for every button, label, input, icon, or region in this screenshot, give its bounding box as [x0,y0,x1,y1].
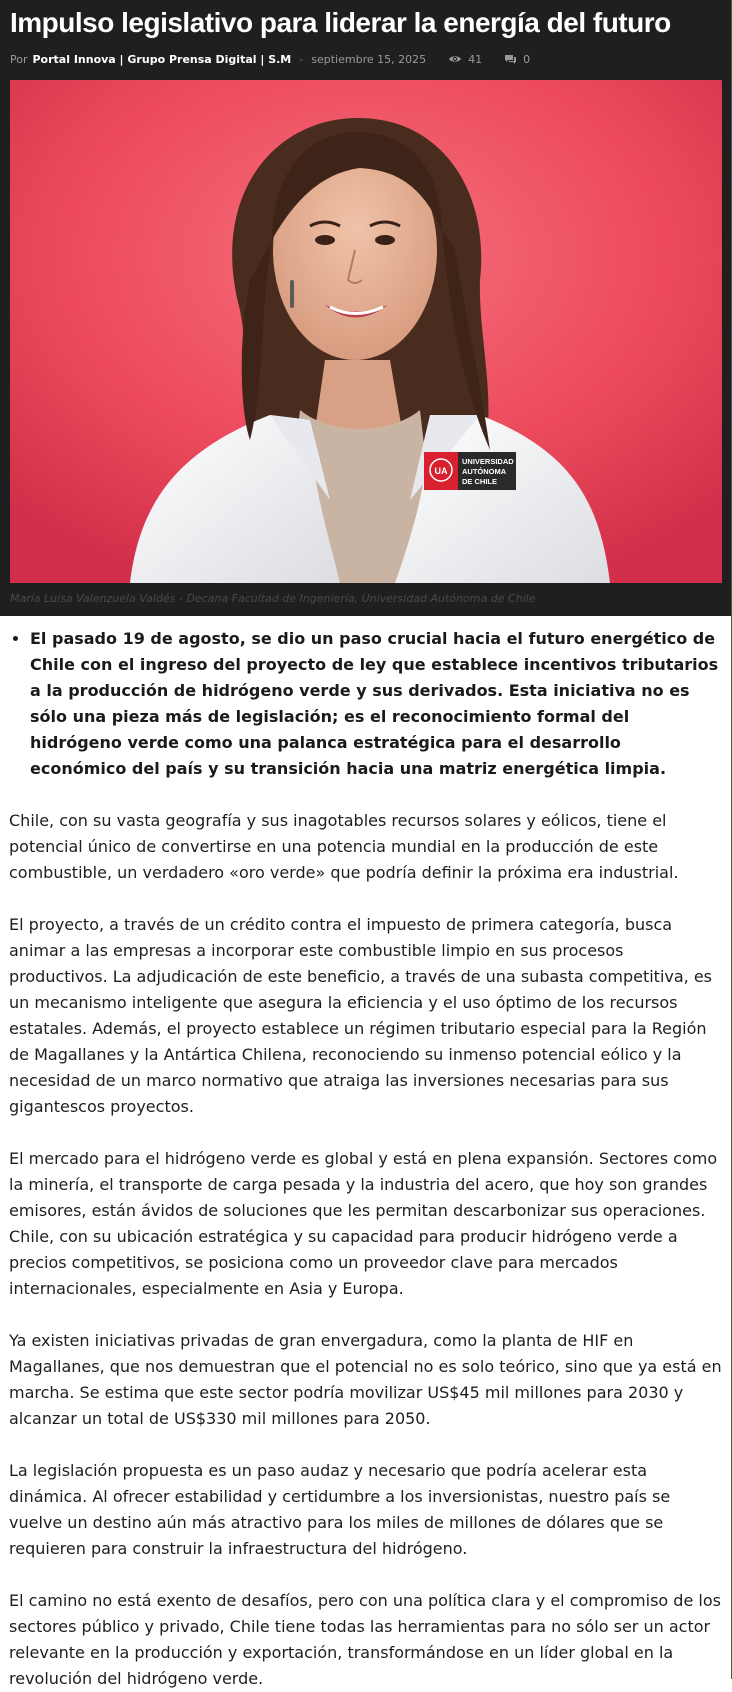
badge-line-2: AUTÓNOMA [462,467,507,476]
comments-value: 0 [523,52,531,66]
paragraph-2: El proyecto, a través de un crédito contra el impuesto de primera categoría, busca animar a las empresas a incorporar este combustible limpio en sus procesos productivos. La adjudicación de este beneficio, a través de una subasta competitiva, es un mecanismo inteligente que asegura la eficiencia y el uso óptimo de los recursos estatales. Además, el proyecto establece un régimen tributario especial para la Región de Magallanes y la Antártica Chilena, reconociendo su inmenso potencial eólico y la necesidad de un marco normativo que atraiga las inversiones necesarias para sus gigantescos proyectos. [9,915,713,1116]
paragraph-5: La legislación propuesta es un paso audaz y necesario que podría acelerar esta dinámica. Al ofrecer estabilidad y certidumbre a los inversionistas, nuestro país se vuelve un destino aún más atractivo para los miles de millones de dólares que se requieren para construir la infraestructura del hidrógeno. [9,1461,671,1558]
paragraph-3: El mercado para el hidrógeno verde es global y está en plena expansión. Sectores como la minería, el transporte de carga pesada y la industria del acero, que hoy son grandes emisores, están ávidos de soluciones que les permitan descarbonizar sus operaciones. Chile, con su ubicación estratégica y su capacidad para producir hidrógeno verde a precios competitivos, se posiciona como un proveedor clave para mercados internacionales, especialmente en Asia y Europa. [9,1149,718,1298]
portrait-illustration [10,80,722,583]
paragraph-4: Ya existen iniciativas privadas de gran envergadura, como la planta de HIF en Magallanes, que nos demuestran que el potencial no es solo teórico, sino que ya está en marcha. Se estima que este sector podría movilizar US$45 mil millones para 2030 y alcanzar un total de US$330 mil millones para 2050. [9,1331,722,1428]
paragraph-1: Chile, con su vasta geografía y sus inagotables recursos solares y eólicos, tiene el potencial único de convertirse en una potencia mundial en la producción de este combustible, un verdadero «oro verde» que podría definir la próxima era industrial. [9,811,679,882]
featured-photo [10,80,722,583]
lead-list [9,626,722,782]
badge-line-1: UNIVERSIDAD [462,457,514,466]
views-value: 41 [468,52,483,66]
paragraph-6: El camino no está exento de desafíos, pero con una política clara y el compromiso de los sectores público y privado, Chile tiene todas las herramientas para no sólo ser un actor relevante en la producción y exportación, transformándose en un líder global en la revolución del hidrógeno verde. [9,1591,721,1688]
comments-count[interactable] [504,53,530,66]
meta-separator: - [299,52,304,66]
comment-icon [504,54,517,65]
lead-item: • El pasado 19 de agosto, se dio un paso crucial hacia el futuro energético de Chile con el ingreso del proyecto de ley que establece incentivos tributarios a la producción de hidrógeno verde y sus derivados. Esta iniciativa no es sólo una pieza más de legislación; es el reconocimiento formal del hidrógeno verde como una palanca estratégica para el desarrollo económico del país y su transición hacia una matriz energética limpia. [30,626,722,782]
author-link[interactable]: Portal Innova | Grupo Prensa Digital | S.M [32,52,292,66]
article-header [0,0,731,616]
article-title: Impulso legislativo para liderar la energía del futuro [10,7,671,38]
views-count [448,53,482,66]
article-meta [10,44,721,74]
university-badge [424,452,516,490]
publish-date: septiembre 15, 2025 [311,52,427,66]
eye-icon [448,54,462,64]
photo-caption: María Luisa Valenzuela Valdés - Decana Facultad de Ingeniería, Universidad Autónoma de Chile [10,592,536,605]
badge-logo-text: UA [434,466,448,476]
article-body [0,626,731,1692]
badge-line-3: DE CHILE [462,477,498,486]
by-label: Por [10,52,28,66]
